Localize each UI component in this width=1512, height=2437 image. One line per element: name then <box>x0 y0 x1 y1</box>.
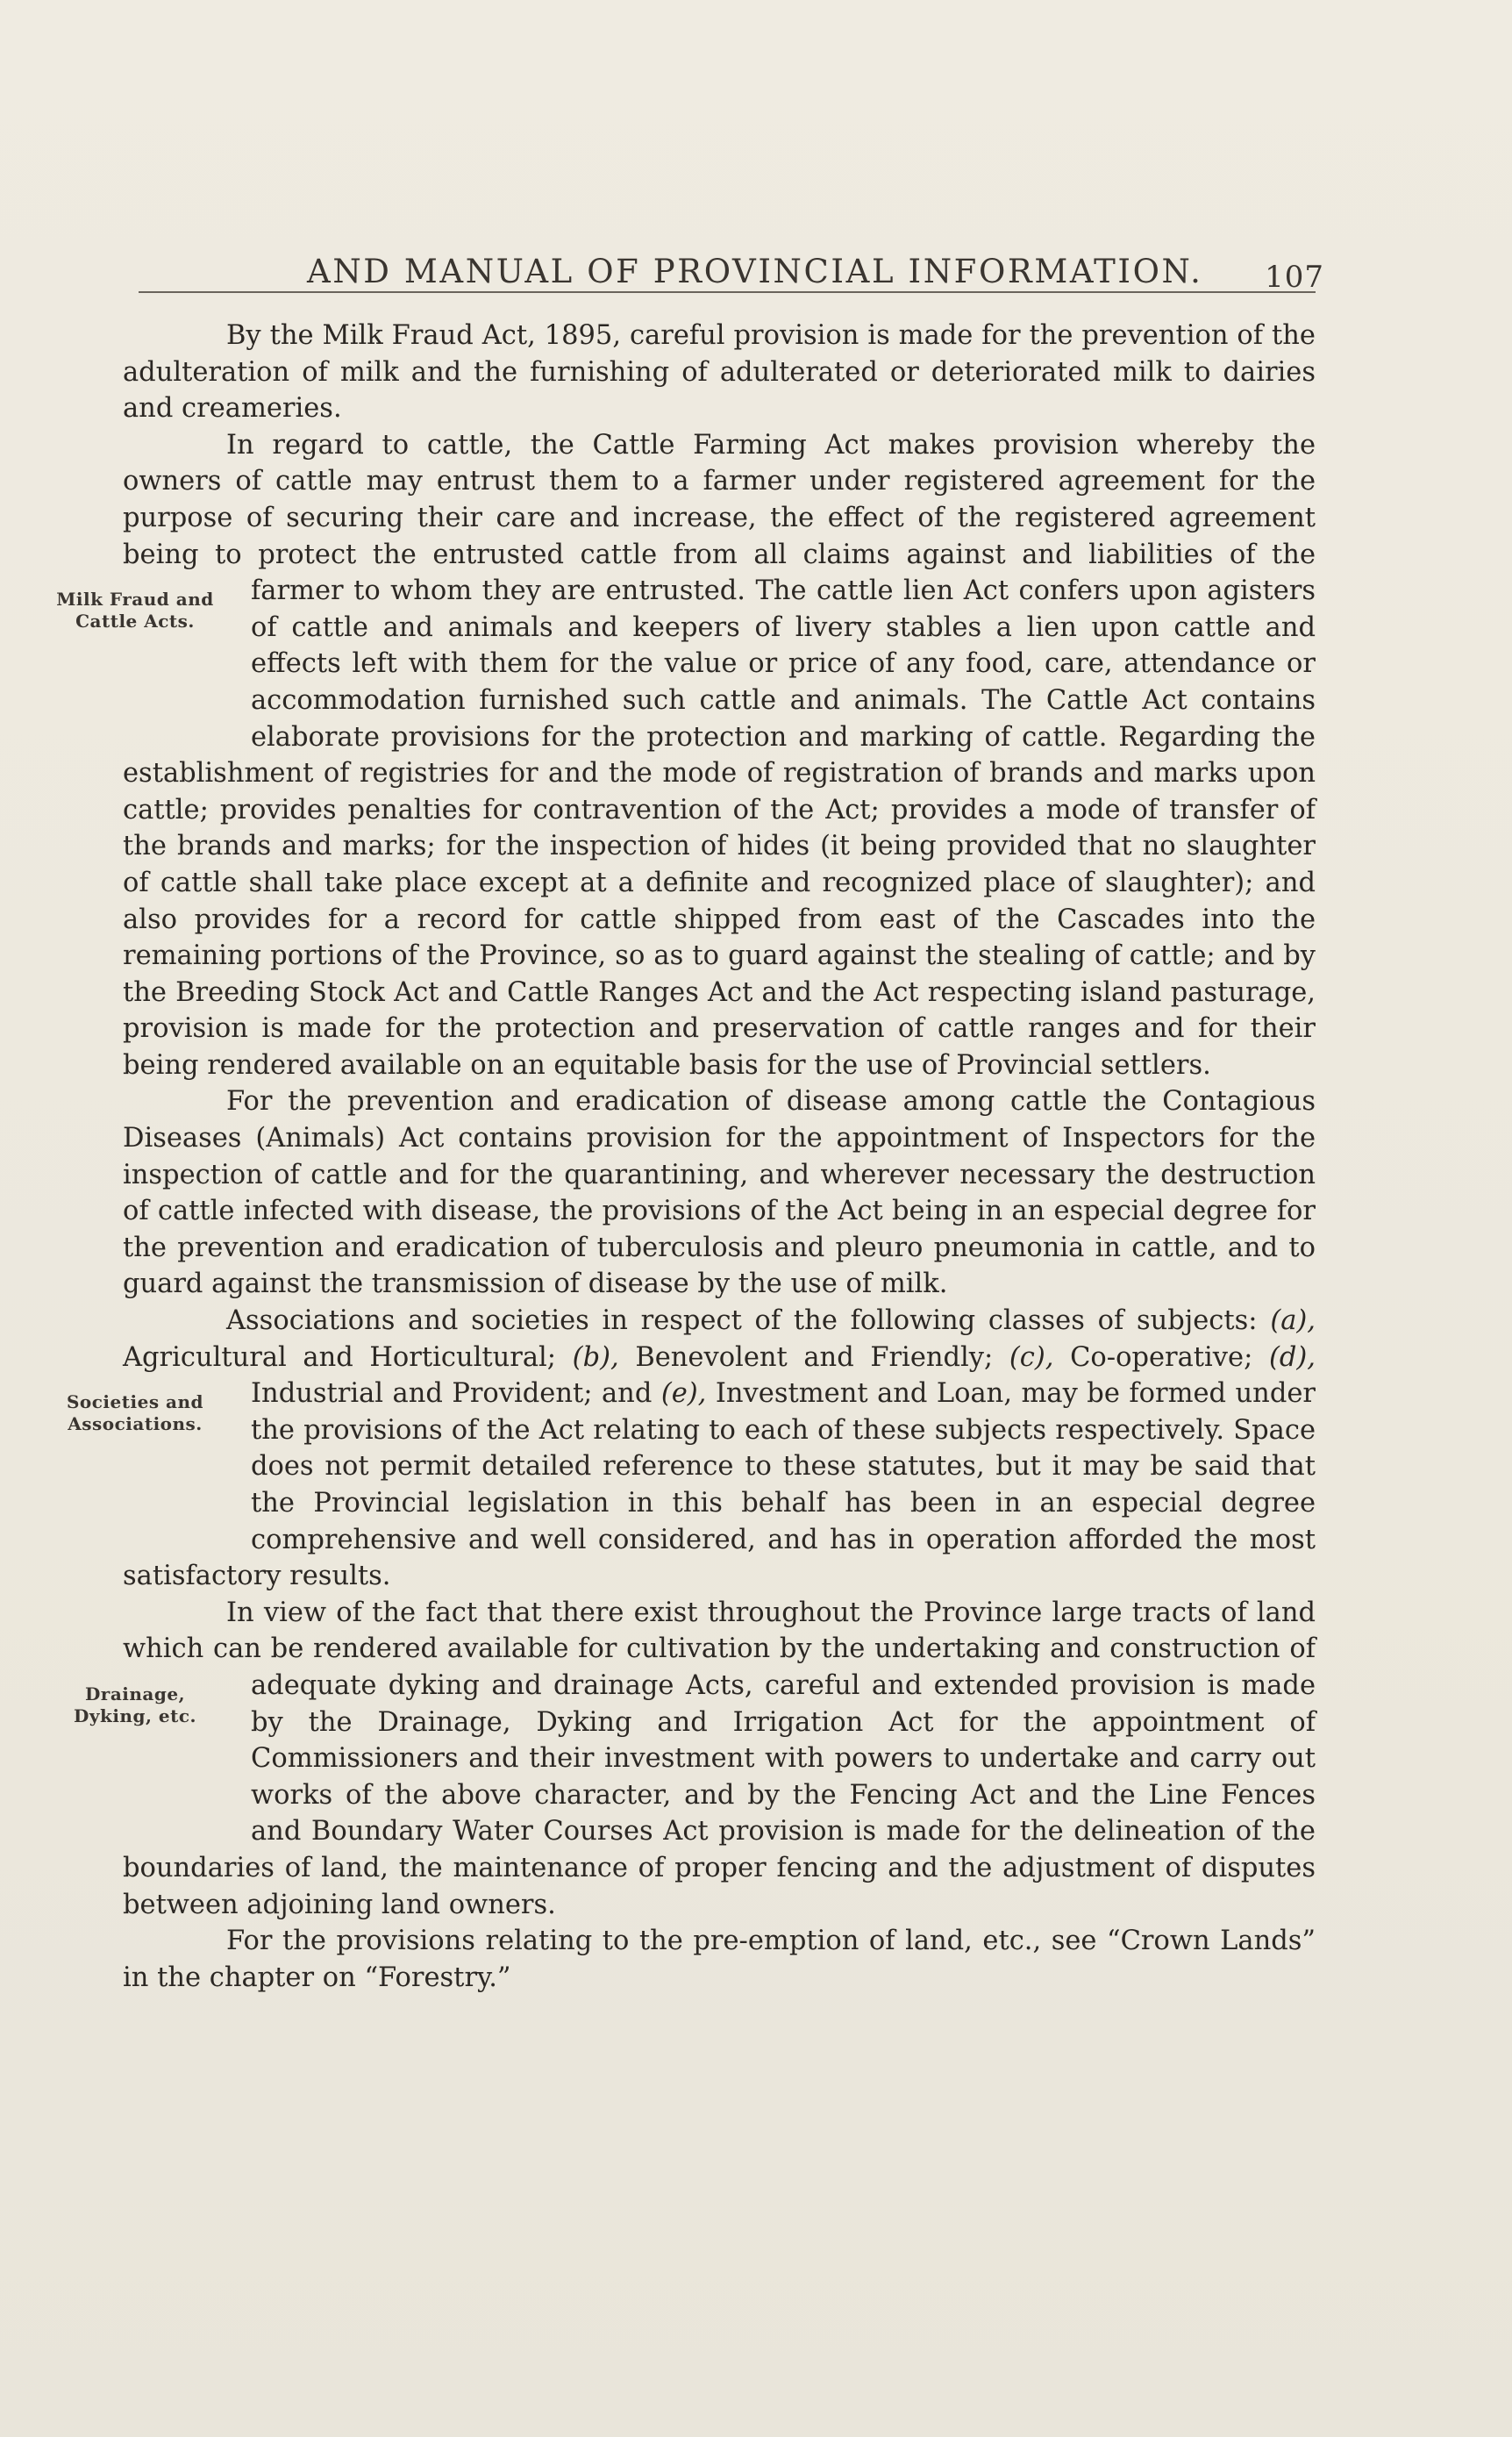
side-note-line: Dyking, etc. <box>74 1704 196 1726</box>
side-note-line: Drainage, <box>84 1683 186 1704</box>
class-ref-c: (c), <box>1009 1341 1054 1373</box>
paragraph-drainage-part1: In view of the fact that there exist throughout the Province large tracts of land which can be rendered available for cultivation by the undertaking and construction of adequate dyking and drainage Acts, careful and extended provision <box>123 1597 1316 1701</box>
paragraph-cattle-part1: In regard to cattle, the Cattle Farming Act makes provision whereby the owners of cattle may entrust them to a farmer under registered agreement for the purpose of securing their care and increase, the effect of the registered agreement being to protect the entrusted cattle from all claims against and liabilities of the farmer to whom they are entrusted. The cattle lien Act confers upon <box>123 429 1316 607</box>
class-text-c: Co-operative; <box>1070 1341 1253 1373</box>
societies-intro: Associations and societies in respect of the following classes of subjects: <box>226 1305 1258 1337</box>
class-text-e: Investment and Loan, may be <box>715 1378 1120 1410</box>
side-note-line: Milk Fraud and <box>56 589 214 611</box>
paragraph-disease: For the prevention and eradication of disease among cattle the Contagious Diseases (Animals) Act contains provision for the appointment of Inspectors for the inspection of cattle and for the quarantining, and wherever necessary the destruction of cattle infected with disease, the provisions of the Act being in an especial degree for the prevention and eradication of tuberculosis and pleuro pneumonia in cattle, and to guard against the transmission of disease by the use of milk. <box>123 1086 1316 1300</box>
paragraph-drainage <box>74 1595 1316 1923</box>
page-header <box>132 246 1324 298</box>
running-title: AND MANUAL OF PROVINCIAL INFORMATION. <box>307 253 1203 290</box>
paragraph-cattle <box>56 427 1316 1084</box>
class-ref-d: (d), <box>1268 1341 1316 1373</box>
paragraph-drainage-part2: is made by the Drainage, Dyking and Irrigation Act for the appointment of Commissioners and their investment with powers to undertake and carry out works of the above character, and by the Fencing Act and the Line Fences and Boundary Water Courses Act provision is made for the delineation of the boundaries of land, the maintenance of proper fencing and the adjustment of disputes between adjoining land owners. <box>123 1669 1316 1920</box>
class-text-b: Benevolent and Friendly; <box>635 1341 994 1373</box>
paragraph-preemption: For the provisions relating to the pre-emption of land, etc., see “Crown Lands” in the chapter on “Forestry.” <box>123 1926 1316 1993</box>
side-note-spacer <box>19 1435 251 1545</box>
body-text <box>56 318 1316 1996</box>
header-rule <box>139 291 1316 293</box>
side-note-drainage <box>19 1668 251 1837</box>
side-note-line: Societies and <box>66 1391 204 1413</box>
paragraph-milk-fraud: By the Milk Fraud Act, 1895, careful provision is made for the prevention of the adulteration of milk and the furnishing of adulterated or deteriorated milk to dairies and creameries. <box>123 320 1316 425</box>
side-note-societies <box>19 1376 251 1545</box>
page-number: 107 <box>1265 260 1324 295</box>
side-note-line: Associations. <box>68 1413 203 1435</box>
class-text-d: Industrial and Provident; and <box>251 1378 653 1410</box>
side-note-line: Cattle Acts. <box>75 611 195 632</box>
class-ref-b: (b), <box>572 1341 619 1373</box>
class-ref-a: (a), <box>1270 1305 1316 1337</box>
societies-rest: formed under the provisions of the Act relating to each of these subjects respectively. Space does not permit detailed reference to these statutes, but it may be said that the Provincial legislation in this behalf has been in an especial degree comprehensive and well considered, and has in operation afforded the most satisfactory results. <box>123 1378 1316 1592</box>
class-text-a: Agricultural and Horticultural; <box>123 1341 557 1373</box>
side-note-milk-fraud <box>19 573 251 742</box>
side-note-spacer <box>19 1727 251 1837</box>
paragraph-cattle-part2: agisters of cattle and animals and keepers of livery stables a lien upon cattle and effects left with them for the value or price of any food, care, attendance or accommodation furnished such cattle and animals. The Cattle Act contains elaborate provisions for the protection and marking of cattle. Regarding the establishment of registries for and the mode of registration of brands and marks upon cattle; provides penalties for contravention of the Act; provides a mode of transfer of the brands and marks; for the inspection of hides (it being provided that no slaughter of cattle shall take place except at a definite and recognized place of slaughter); and also provides for a record for cattle shipped from east of the Cascades into the remaining portions of the Province, so as to guard against the stealing of cattle; and by the Breeding Stock Act and Cattle Ranges Act and the Act respecting island pasturage, provision is made for the protection and preservation of cattle ranges and for their being rendered available on an equitable basis for the use of Provincial settlers. <box>123 575 1316 1081</box>
class-ref-e: (e), <box>660 1378 707 1410</box>
paragraph-societies <box>66 1303 1316 1595</box>
side-note-spacer <box>19 632 251 742</box>
